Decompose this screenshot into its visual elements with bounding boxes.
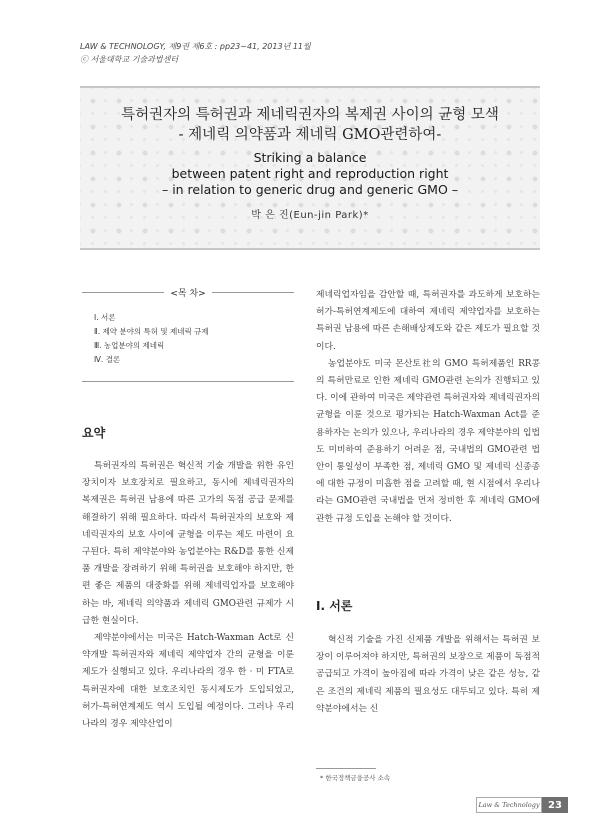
footnote: * 한국정책금융공사 소속 [320,774,391,782]
toc-item: Ⅱ. 제약 분야의 특허 및 제네릭 규제 [94,327,209,336]
body-paragraph: 제네릭업자임을 감안할 때, 특허권자를 과도하게 보호하는 허가-특허연계제도에 대하여 제네릭 제약업자를 보호하는 특허권 남용에 따른 손해배상제도와 같은 제도가 필요할 것이다. [316,290,540,352]
body-paragraph: 혁신적 기술을 가진 신제품 개발을 위해서는 특허권 보장이 이루어져야 하지만, 특허권의 보장으로 제품이 독점적 공급되고 가격이 높아짐에 따라 가격이 낮은 같은 성능, 같은 조건의 제네릭 제품의 필요성도 대두되고 있다. 특히 제약분야에서는 신 [316,635,540,714]
abstract-body [82,458,294,733]
page-footer [476,797,568,813]
toc-item: Ⅲ. 농업분야의 제네릭 [94,341,165,350]
english-title-line3: – in relation to generic drug and generic GMO – [161,182,459,197]
abstract-heading: 요약 [82,426,106,440]
english-title-line2: between patent right and reproduction right [171,166,449,181]
title-banner [80,86,540,250]
toc-item: Ⅰ. 서론 [94,313,116,322]
journal-citation: LAW & TECHNOLOGY, 제9권 제6호 : pp23~41, 2013년 11월 [80,42,311,51]
section-heading-introduction: Ⅰ. 서론 [316,599,353,613]
journal-meta [80,40,311,66]
toc-list [94,311,209,367]
page-number: 23 [542,797,568,813]
footnote-divider [316,768,376,769]
abstract-paragraph: 특허권자의 특허권은 혁신적 기술 개발을 위한 유인장치이자 보호장치로 필요하고, 동시에 제네릭권자의 복제권은 특허권 남용에 따른 고가의 독점 공급 문제를 해결하기 위해 필요하다. 따라서 특허권자의 보호와 제네릭권자의 보호 사이에 균형을 이루는 제도 마련이 요구된다. 특히 제약분야와 농업분야는 R&D를 통한 신제품 개발을 장려하기 위해 특허권을 보호해야 하지만, 한편 좋은 제품의 대중화를 위해 제네릭업자를 보호해야하는 바, 제네릭 의약품과 제네릭 GMO관련 규제가 시급한 현실이다. [82,461,294,626]
body-paragraph: 농업분야도 미국 몬산토社의 GMO 특허제품인 RR콩의 특허만료로 인한 제네릭 GMO관련 논의가 진행되고 있다. 이에 관하여 미국은 제약관련 특허권자와 제네릭권자의 균형을 이룬 것으로 평가되는 Hatch-Waxman Act를 준용하자는 논의가 있으나, 우리나라의 경우 제약분야의 입법도 미비하여 준용하기 어려운 점, 국내법의 GMO관련 법안이 통일성이 부족한 점, 제네릭 GMO 및 제네릭 신종종에 대한 규정이 미흡한 점을 고려할 때, 현 시점에서 우리나라는 GMO관련 국내법을 먼저 정비한 후 제네릭 GMO에 관한 규정 도입을 논해야 할 것이다. [316,358,540,524]
korean-subtitle: - 제네릭 의약품과 제네릭 GMO관련하여- [178,127,442,143]
english-title-line1: Striking a balance [253,150,367,165]
publisher-credit: ⓒ 서울대학교 기술과법센터 [80,55,179,64]
right-column-body [316,287,540,528]
footer-journal-label: Law & Technology [476,797,542,813]
english-title [80,150,540,198]
toc-title: <목 차> [82,286,294,299]
toc-item: Ⅳ. 결론 [94,355,121,364]
author-name: 박 은 진(Eun-jin Park)* [251,210,369,221]
korean-title: 특허권자의 특허권과 제네릭권자의 복제권 사이의 균형 모색 [121,107,499,123]
abstract-paragraph: 제약분야에서는 미국은 Hatch-Waxman Act로 신약개발 특허권자와 제네릭 제약업자 간의 균형을 이룬 제도가 실행되고 있다. 우리나라의 경우 한 · 미 FTA로 특허권자에 대한 보호조치인 동시제도가 도입되었고, 허가-특허연계제도 역시 도입될 예정이다. 그러나 우리나라의 경우 제약산업이 [82,633,294,730]
table-of-contents [82,289,294,382]
introduction-body [316,632,540,718]
